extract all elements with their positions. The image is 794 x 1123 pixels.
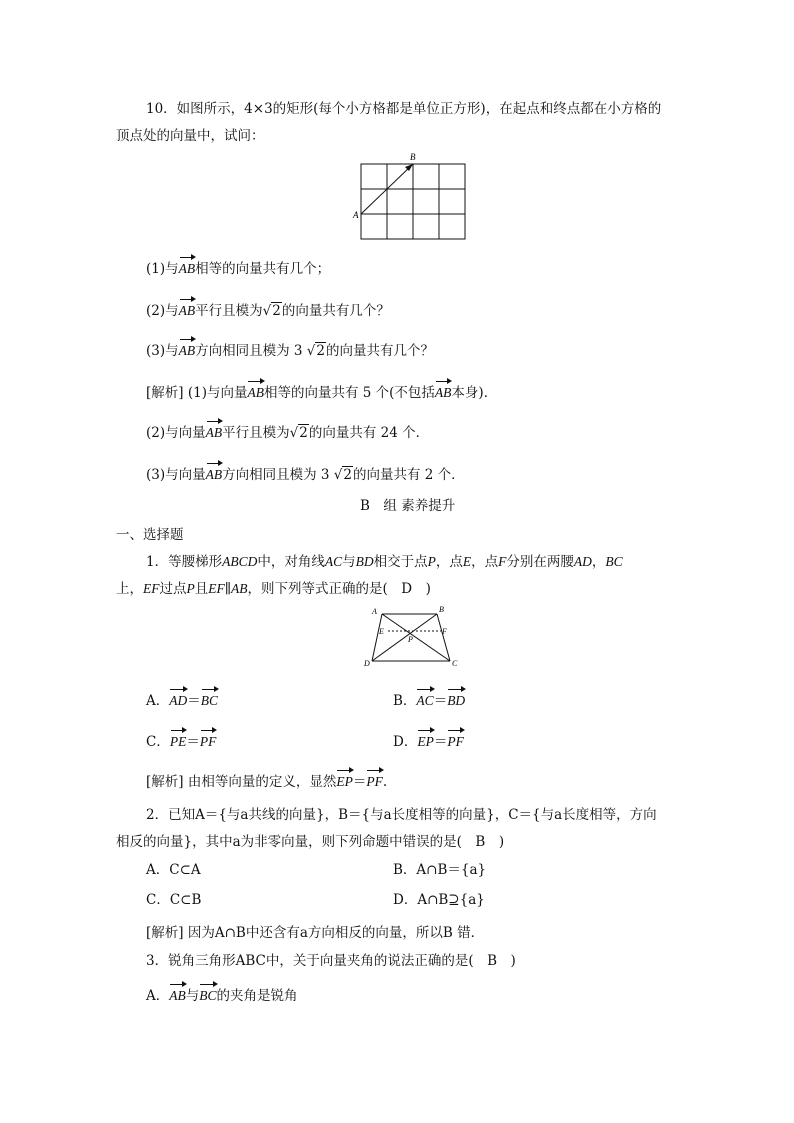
svg-text:D: D [364,659,370,668]
q10-answer2: (2)与向量AB平行且模为√2的向量共有 24 个． [146,425,430,441]
q1-option-d: D．EP＝PF [393,734,464,750]
section-choice-title: 一、选择题 [116,527,184,543]
q2-option-d: D．A∩B⊇{a} [393,892,485,908]
grid-figure [350,152,470,242]
q10-part1: (1)与AB相等的向量共有几个； [146,261,331,277]
q1-option-b: B．AC＝BD [393,693,466,709]
q10-line1: 10．如图所示，4×3的矩形(每个小方格都是单位正方形)，在起点和终点都在小方格的 [146,101,662,117]
q10-answer1: [解析] (1)与向量AB相等的向量共有 5 个(不包括AB本身)． [146,385,498,401]
trapezoid-figure [362,606,464,668]
q1-option-c: C．PE＝PF [146,734,217,750]
q2-line2: 相反的向量}，其中a为非零向量，则下列命题中错误的是( B ) [116,834,505,850]
svg-text:A: A [372,607,377,616]
q1-line2: 上，EF过点P且EF∥AB，则下列等式正确的是( D ) [116,581,431,597]
q2-answer: [解析] 因为A∩B中还含有a方向相反的向量，所以B 错． [146,925,485,941]
q2-option-b: B．A∩B＝{a} [393,862,487,878]
fig-label-a: A [353,210,359,220]
q10-part2: (2)与AB平行且模为√2的向量共有几个？ [146,303,390,319]
q1-option-a: A．AD＝BC [146,693,219,709]
q3-line1: 3．锐角三角形ABC中，关于向量夹角的说法正确的是( B ) [146,953,516,969]
fig-label-b: B [410,152,416,162]
q1-answer: [解析] 由相等向量的定义，显然EP＝PF. [146,774,388,790]
q10-answer3: (3)与向量AB方向相同且模为 3 √2的向量共有 2 个． [146,467,465,483]
q10-part3: (3)与AB方向相同且模为 3 √2的向量共有几个？ [146,343,434,359]
q2-line1: 2．已知A＝{与a共线的向量}，B＝{与a长度相等的向量}，C＝{与a长度相等，方向 [146,807,657,823]
q2-option-c: C．C⊂B [146,892,202,908]
q2-option-a: A．C⊂A [146,862,201,878]
svg-text:B: B [439,606,444,614]
q3-option-a: A．AB与BC的夹角是锐角 [146,988,298,1004]
q10-line2: 顶点处的向量中，试问： [116,128,265,144]
svg-text:P: P [408,635,413,644]
svg-text:F: F [442,627,447,636]
section-b-title: B 组 素养提升 [360,498,456,514]
svg-text:C: C [452,659,458,668]
svg-text:E: E [379,627,384,636]
q1-line1: 1．等腰梯形ABCD中，对角线AC与BD相交于点P，点E，点F分别在两腰AD，BC [146,554,623,570]
